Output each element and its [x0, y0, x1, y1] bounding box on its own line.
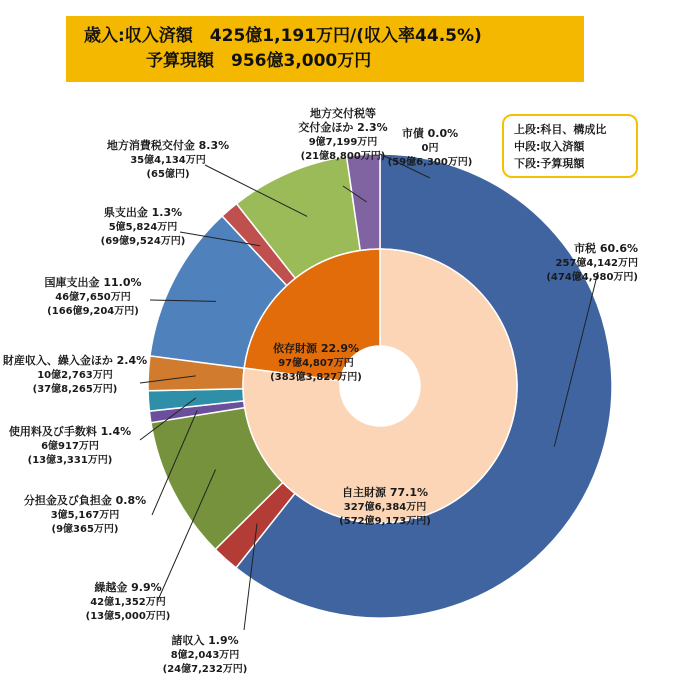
- outer-label-budget-7: (69億9,524万円): [100, 236, 186, 247]
- outer-label-collected-3: 3億5,167万円: [50, 510, 120, 521]
- outer-label-name-9: 交付金ほか 2.3%: [298, 121, 388, 134]
- outer-label-budget-9: (21億8,800万円): [300, 151, 386, 162]
- inner-label-name-0: 自主財源 77.1%: [342, 486, 428, 499]
- outer-label-budget-5: (37億8,265万円): [32, 384, 118, 395]
- outer-label-collected-0: 257億4,142万円: [555, 258, 638, 269]
- inner-label-collected-1: 97億4,807万円: [278, 358, 354, 369]
- legend-row-bottom: 下段:予算現額: [514, 157, 585, 170]
- outer-label-collected-8: 35億4,134万円: [130, 155, 206, 166]
- banner-line-budget: 予算現額 956億3,000万円: [146, 51, 372, 71]
- outer-label-collected-1: 8億2,043万円: [170, 650, 240, 661]
- outer-label-collected-9: 9億7,199万円: [308, 137, 378, 148]
- outer-label-collected-4: 6億917万円: [41, 441, 99, 452]
- legend-row-middle: 中段:収入済額: [514, 140, 585, 153]
- outer-label-budget-8: (65億円): [146, 169, 190, 180]
- outer-label-collected-6: 46億7,650万円: [55, 292, 131, 303]
- outer-label-budget-2: (13億5,000万円): [85, 611, 171, 622]
- outer-label-name-8: 地方消費税交付金 8.3%: [106, 139, 230, 152]
- outer-label-name-7: 県支出金 1.3%: [103, 206, 183, 219]
- banner-line-revenue: 歳入:収入済額 425億1,191万円/(収入率44.5%): [84, 26, 482, 46]
- inner-label-name-1: 依存財源 22.9%: [273, 342, 359, 355]
- outer-label-budget-3: (9億365万円): [51, 524, 119, 535]
- outer-label-collected-7: 5億5,824万円: [108, 222, 178, 233]
- outer-label-name-2: 繰越金 9.9%: [94, 581, 162, 594]
- outer-label-collected-5: 10億2,763万円: [37, 370, 113, 381]
- outer-label-name-10: 市債 0.0%: [401, 127, 459, 140]
- legend-row-top: 上段:科目、構成比: [514, 123, 607, 136]
- outer-label-budget-10: (59億6,300万円): [387, 157, 473, 168]
- outer-label-collected-2: 42億1,352万円: [90, 597, 166, 608]
- inner-label-collected-0: 327億6,384万円: [343, 502, 427, 513]
- inner-label-budget-0: (572億9,173万円): [339, 516, 431, 527]
- outer-label-name-0: 市税 60.6%: [574, 242, 638, 255]
- outer-label-name-3: 分担金及び負担金 0.8%: [23, 494, 147, 507]
- outer-label-name-1: 諸収入 1.9%: [171, 634, 239, 647]
- outer-label-budget-4: (13億3,331万円): [27, 455, 113, 466]
- outer-label-budget-0: (474億4,980万円): [546, 272, 638, 283]
- outer-label-name-5: 財産収入、繰入金ほか 2.4%: [2, 354, 148, 367]
- outer-label-budget-6: (166億9,204万円): [47, 306, 139, 317]
- outer-label-collected-10: 0円: [421, 143, 439, 154]
- inner-label-budget-1: (383億3,827万円): [270, 372, 362, 383]
- outer-label-budget-1: (24億7,232万円): [162, 664, 248, 675]
- outer-label-name-4: 使用料及び手数料 1.4%: [8, 425, 132, 438]
- outer-label-name-6: 国庫支出金 11.0%: [44, 276, 142, 289]
- outer-label-name-line1-9: 地方交付税等: [310, 107, 376, 120]
